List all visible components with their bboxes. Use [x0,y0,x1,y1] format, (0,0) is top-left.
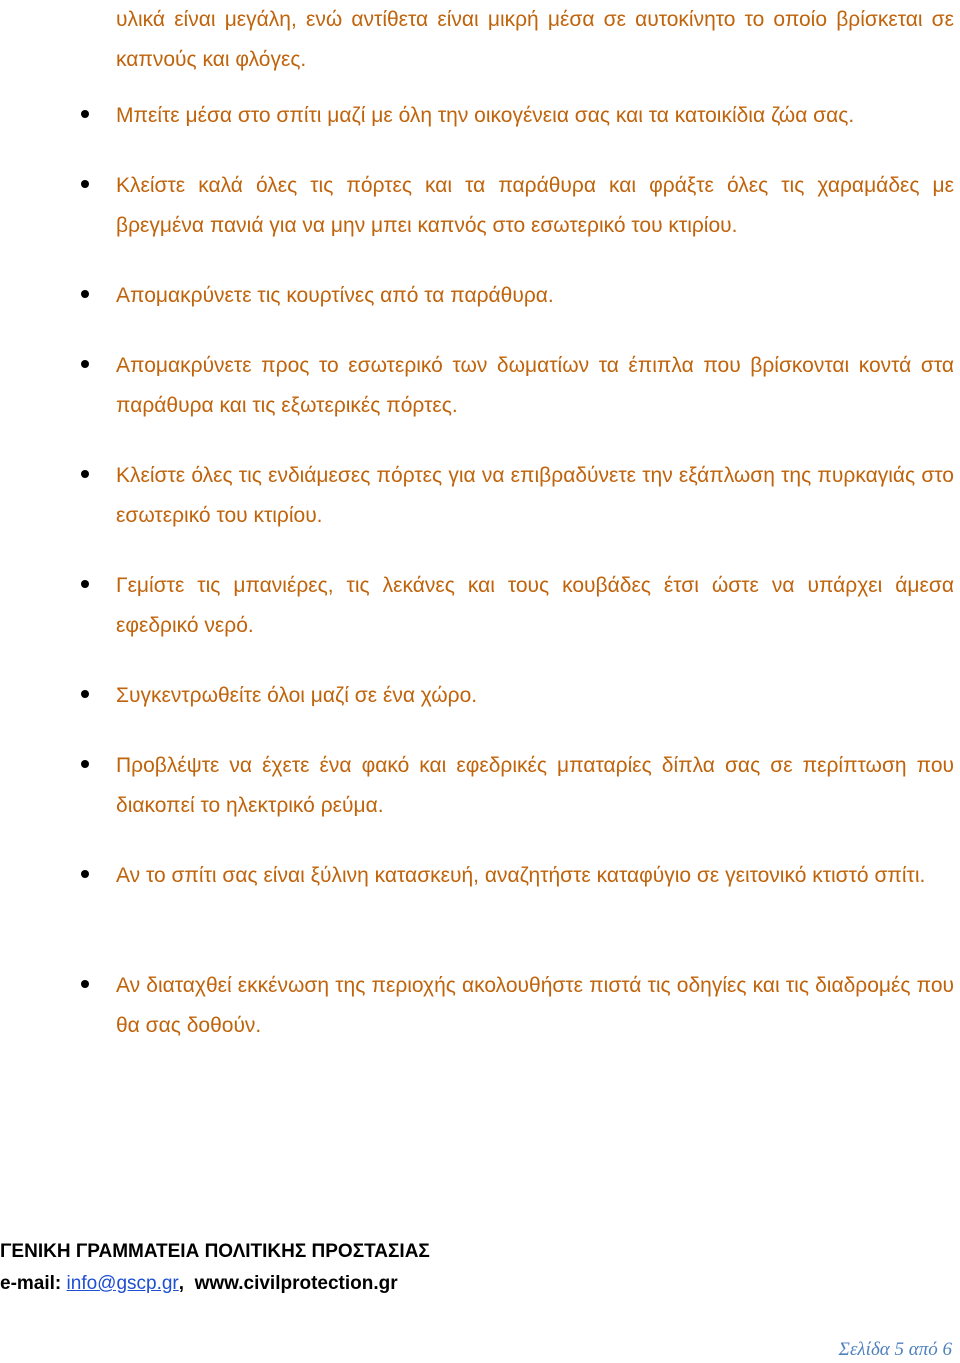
bullet-icon [81,360,89,368]
contact-separator: , [178,1273,195,1294]
bullet-icon [81,110,89,118]
list-item-text: Κλείστε καλά όλες τις πόρτες και τα παράθυρα και φράξτε όλες τις χαραμάδες με βρεγμένα πανιά για να μην μπει καπνός στο εσωτερικό του κτιρίου. [116,174,954,237]
bullet-icon [81,180,89,188]
page-number: Σελίδα 5 από 6 [838,1339,952,1360]
list-item-text: Αν το σπίτι σας είναι ξύλινη κατασκευή, αναζητήστε καταφύγιο σε γειτονικό κτιστό σπίτι. [116,864,926,887]
list-item-text: Γεμίστε τις μπανιέρες, τις λεκάνες και τους κουβάδες έτσι ώστε να υπάρχει άμεσα εφεδρικό νερό. [116,574,954,637]
bullet-icon [81,580,89,588]
bullet-icon [81,690,89,698]
bullet-icon [81,470,89,478]
intro-paragraph: υλικά είναι μεγάλη, ενώ αντίθετα είναι μικρή μέσα σε αυτοκίνητο το οποίο βρίσκεται σε καπνούς και φλόγες. [116,8,954,71]
bullet-icon [81,760,89,768]
bullet-icon [81,290,89,298]
list-item-text: Προβλέψτε να έχετε ένα φακό και εφεδρικές μπαταρίες δίπλα σας σε περίπτωση που διακοπεί το ηλεκτρικό ρεύμα. [116,754,954,817]
list-item-text: Απομακρύνετε προς το εσωτερικό των δωματίων τα έπιπλα που βρίσκονται κοντά στα παράθυρα και τις εξωτερικές πόρτες. [116,354,954,417]
organization-name: ΓΕΝΙΚΗ ΓΡΑΜΜΑΤΕΙΑ ΠΟΛΙΤΙΚΗΣ ΠΡΟΣΤΑΣΙΑΣ [0,1241,430,1262]
list-item-text: Κλείστε όλες τις ενδιάμεσες πόρτες για να επιβραδύνετε την εξάπλωση της πυρκαγιάς στο εσωτερικό του κτιρίου. [116,464,954,527]
bullet-icon [81,980,89,988]
bullet-icon [81,870,89,878]
list-item-text: Μπείτε μέσα στο σπίτι μαζί με όλη την οικογένεια σας και τα κατοικίδια ζώα σας. [116,104,855,127]
contact-line [0,1268,960,1300]
email-link[interactable]: info@gscp.gr [66,1273,179,1294]
list-item-text: Συγκεντρωθείτε όλοι μαζί σε ένα χώρο. [116,684,478,707]
page-footer [0,1236,960,1300]
website-text: www.civilprotection.gr [194,1273,398,1294]
list-item-text: Αν διαταχθεί εκκένωση της περιοχής ακολουθήστε πιστά τις οδηγίες και τις διαδρομές που θα σας δοθούν. [116,974,954,1037]
email-label: e-mail: [0,1273,67,1294]
list-item-text: Απομακρύνετε τις κουρτίνες από τα παράθυρα. [116,284,554,307]
